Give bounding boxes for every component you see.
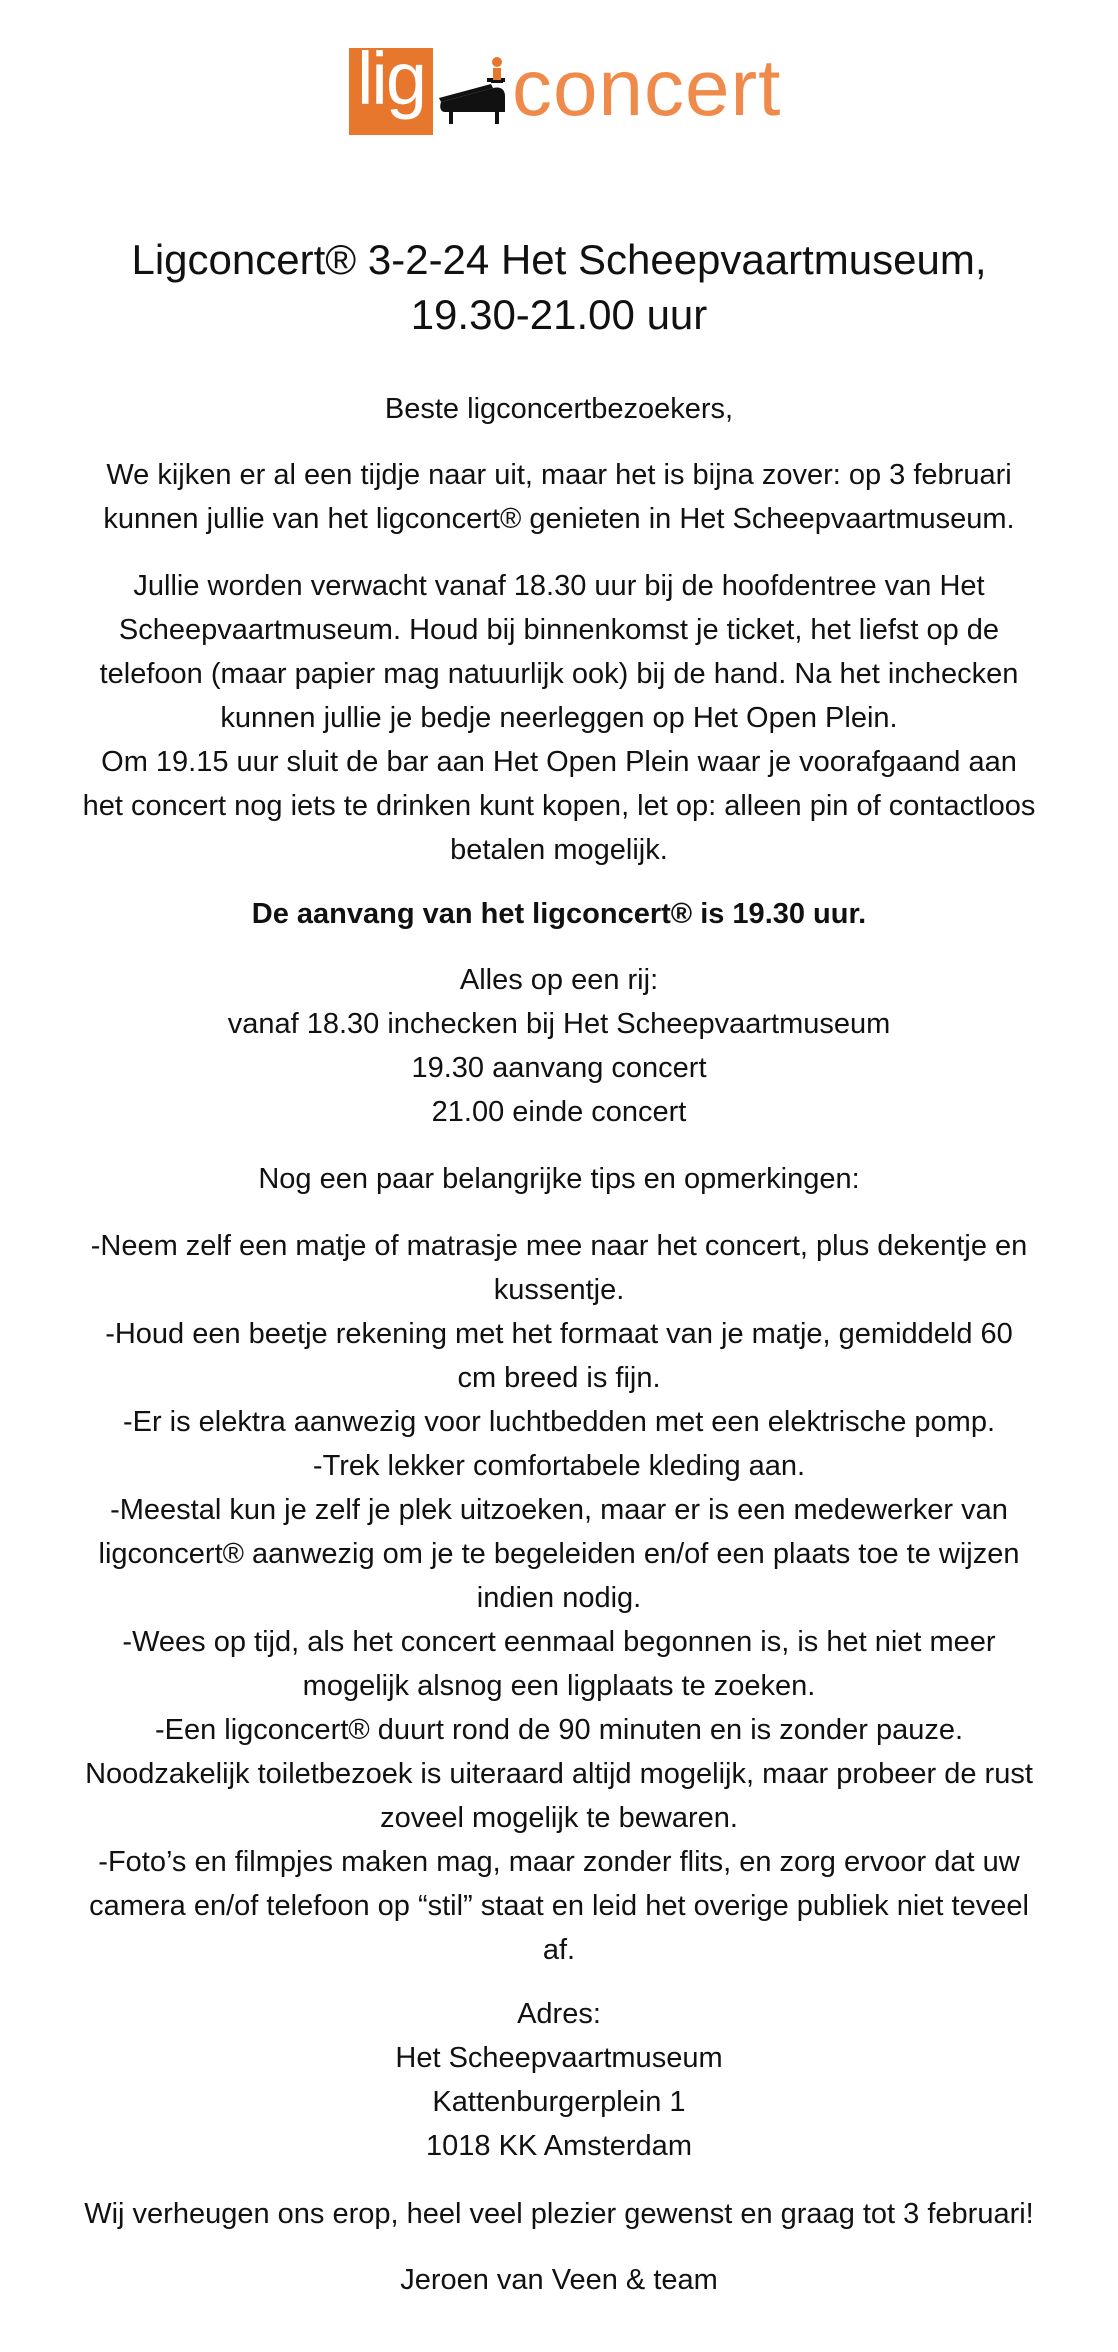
grand-piano-icon bbox=[435, 54, 511, 126]
address bbox=[55, 1992, 1063, 2168]
logo-box bbox=[349, 37, 433, 135]
tip-line: -Houd een beetje rekening met het formaat van je matje, gemiddeld 60 bbox=[105, 1318, 1013, 1350]
tip-line: -Er is elektra aanwezig voor luchtbedden met een elektrische pomp. bbox=[122, 1406, 996, 1438]
text-line: telefoon (maar papier mag natuurlijk ook) bij de hand. Na het inchecken bbox=[99, 658, 1019, 690]
text-line: We kijken er al een tijdje naar uit, maar het is bijna zover: op 3 februari bbox=[106, 459, 1012, 491]
tips-list bbox=[55, 1224, 1063, 1972]
greeting-text: Beste ligconcertbezoekers, bbox=[384, 393, 734, 425]
tip-line: kussentje. bbox=[493, 1274, 625, 1306]
tip-line: -Foto’s en filmpjes maken mag, maar zonder flits, en zorg ervoor dat uw bbox=[98, 1846, 1020, 1878]
ligconcert-logo bbox=[349, 37, 782, 136]
schedule-heading: Alles op een rij: bbox=[459, 964, 659, 996]
tip-line: zoveel mogelijk te bewaren. bbox=[380, 1802, 738, 1834]
start-notice bbox=[55, 892, 1063, 936]
text-line: het concert nog iets te drinken kunt kopen, let op: alleen pin of contactloos bbox=[82, 790, 1036, 822]
logo-wordmark: concert bbox=[512, 43, 782, 132]
signature-text: Jeroen van Veen & team bbox=[400, 2264, 718, 2296]
text-line: Scheepvaartmuseum. Houd bij binnenkomst je ticket, het liefst op de bbox=[118, 614, 1000, 646]
tip-line: -Wees op tijd, als het concert eenmaal begonnen is, is het niet meer bbox=[122, 1626, 996, 1658]
page-title bbox=[55, 232, 1063, 342]
tip-line: -Neem zelf een matje of matrasje mee naar het concert, plus dekentje en bbox=[90, 1230, 1028, 1262]
address-line: Het Scheepvaartmuseum bbox=[395, 2042, 723, 2074]
start-notice-text: De aanvang van het ligconcert® is 19.30 uur. bbox=[251, 898, 867, 930]
text-line: kunnen jullie van het ligconcert® genieten in Het Scheepvaartmuseum. bbox=[103, 503, 1015, 535]
tip-line: mogelijk alsnog een ligplaats te zoeken. bbox=[302, 1670, 816, 1702]
tip-line: camera en/of telefoon op “stil” staat en leid het overige publiek niet teveel bbox=[89, 1890, 1029, 1922]
closing bbox=[55, 2192, 1063, 2236]
schedule-item: 21.00 einde concert bbox=[431, 1096, 687, 1128]
tip-line: ligconcert® aanwezig om je te begeleiden en/of een plaats toe te wijzen bbox=[98, 1538, 1020, 1570]
address-line: Kattenburgerplein 1 bbox=[432, 2086, 686, 2118]
text-line: kunnen jullie je bedje neerleggen op Het Open Plein. bbox=[220, 702, 898, 734]
title-line: Ligconcert® 3-2-24 Het Scheepvaartmuseum, bbox=[131, 236, 987, 283]
title-line: 19.30-21.00 uur bbox=[410, 291, 708, 338]
text-line: Jullie worden verwacht vanaf 18.30 uur bij de hoofdentree van Het bbox=[133, 570, 985, 602]
tip-line: -Meestal kun je zelf je plek uitzoeken, maar er is een medewerker van bbox=[110, 1494, 1008, 1526]
signature bbox=[55, 2258, 1063, 2302]
tip-line: cm breed is fijn. bbox=[457, 1362, 661, 1394]
text-line: betalen mogelijk. bbox=[450, 834, 668, 866]
schedule-item: vanaf 18.30 inchecken bij Het Scheepvaartmuseum bbox=[227, 1008, 891, 1040]
intro-paragraph bbox=[55, 453, 1063, 541]
closing-text: Wij verheugen ons erop, heel veel plezier gewenst en graag tot 3 februari! bbox=[84, 2198, 1034, 2230]
tip-line: af. bbox=[542, 1934, 576, 1966]
address-line: 1018 KK Amsterdam bbox=[426, 2130, 692, 2162]
tip-line: -Een ligconcert® duurt rond de 90 minuten en is zonder pauze. bbox=[154, 1714, 964, 1746]
schedule bbox=[55, 958, 1063, 1134]
tip-line: Noodzakelijk toiletbezoek is uiteraard altijd mogelijk, maar probeer de rust bbox=[85, 1758, 1033, 1790]
text-line: Om 19.15 uur sluit de bar aan Het Open Plein waar je voorafgaand aan bbox=[101, 746, 1017, 778]
tip-line: indien nodig. bbox=[476, 1582, 642, 1614]
tips-heading-text: Nog een paar belangrijke tips en opmerkingen: bbox=[258, 1163, 860, 1195]
logo-box-text: lig bbox=[356, 37, 426, 120]
tips-heading bbox=[55, 1157, 1063, 1201]
tip-line: -Trek lekker comfortabele kleding aan. bbox=[312, 1450, 806, 1482]
address-heading: Adres: bbox=[517, 1998, 601, 2030]
arrival-paragraph bbox=[55, 564, 1063, 872]
schedule-item: 19.30 aanvang concert bbox=[411, 1052, 707, 1084]
greeting bbox=[55, 387, 1063, 431]
